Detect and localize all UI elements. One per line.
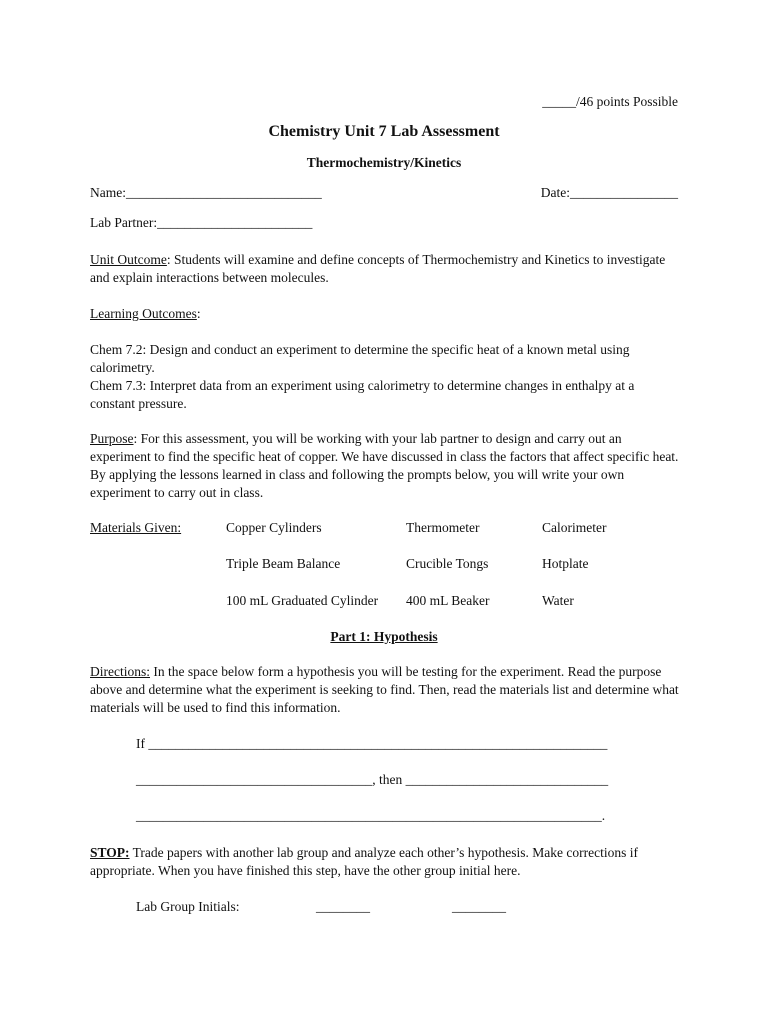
name-field[interactable]: Name:_____________________________ — [90, 185, 322, 200]
hypothesis-then-line[interactable]: ___________________________________, then ______________________________ — [136, 772, 609, 787]
learning-outcomes-suffix: : — [196, 306, 201, 321]
material-item: 100 mL Graduated Cylinder — [226, 593, 379, 608]
material-item: Calorimeter — [542, 520, 607, 535]
learning-outcomes-heading — [90, 305, 201, 323]
purpose-paragraph — [90, 430, 680, 502]
page-title: Chemistry Unit 7 Lab Assessment — [268, 123, 500, 140]
learning-outcomes-label: Learning Outcomes — [90, 306, 197, 321]
unit-outcome-label: Unit Outcome — [90, 252, 167, 267]
initials-blank-1[interactable]: ________ — [316, 899, 370, 914]
date-field[interactable]: Date:________________ — [540, 185, 678, 200]
hypothesis-if-line[interactable]: If ____________________________________________________________________ — [136, 736, 608, 751]
stop-label: STOP: — [90, 845, 130, 860]
stop-paragraph — [90, 844, 680, 880]
material-item: Copper Cylinders — [226, 520, 322, 535]
directions-paragraph — [90, 663, 680, 717]
part1-heading: Part 1: Hypothesis — [330, 629, 438, 644]
purpose-label: Purpose — [90, 431, 134, 446]
material-item: Hotplate — [542, 556, 589, 571]
material-item: Thermometer — [406, 520, 480, 535]
purpose-text: : For this assessment, you will be working with your lab partner to design and carry out an experiment to find the specific heat of copper. We have discussed in class the factors that affect specific heat. By applying the lessons learned in class and following the prompts below, you will write your own experiment to carry out in class. — [90, 431, 679, 500]
material-item: Water — [542, 593, 574, 608]
material-item: 400 mL Beaker — [406, 593, 490, 608]
directions-label: Directions: — [90, 664, 150, 679]
lab-partner-field[interactable]: Lab Partner:_______________________ — [90, 215, 313, 230]
learning-outcome-item: Chem 7.2: Design and conduct an experiment to determine the specific heat of a known metal using calorimetry. — [90, 342, 630, 375]
directions-text: In the space below form a hypothesis you will be testing for the experiment. Read the purpose above and determine what the experiment is seeking to find. Then, read the materials list and determine what materials will be used to find this information. — [90, 664, 679, 715]
hypothesis-last-line[interactable]: _____________________________________________________________________. — [136, 808, 606, 823]
material-item: Triple Beam Balance — [226, 556, 341, 571]
materials-label: Materials Given: — [90, 520, 182, 535]
unit-outcome-paragraph — [90, 251, 680, 287]
points-possible: _____/46 points Possible — [542, 94, 678, 109]
unit-outcome-text: : Students will examine and define concepts of Thermochemistry and Kinetics to investigate and explain interactions between molecules. — [90, 252, 666, 285]
initials-blank-2[interactable]: ________ — [452, 899, 506, 914]
stop-text: Trade papers with another lab group and analyze each other’s hypothesis. Make corrections if appropriate. When you have finished this step, have the other group initial here. — [90, 845, 638, 878]
learning-outcome-item: Chem 7.3: Interpret data from an experiment using calorimetry to determine changes in enthalpy at a constant pressure. — [90, 378, 635, 411]
page-subtitle: Thermochemistry/Kinetics — [306, 155, 462, 170]
initials-label: Lab Group Initials: — [136, 899, 240, 914]
material-item: Crucible Tongs — [406, 556, 489, 571]
